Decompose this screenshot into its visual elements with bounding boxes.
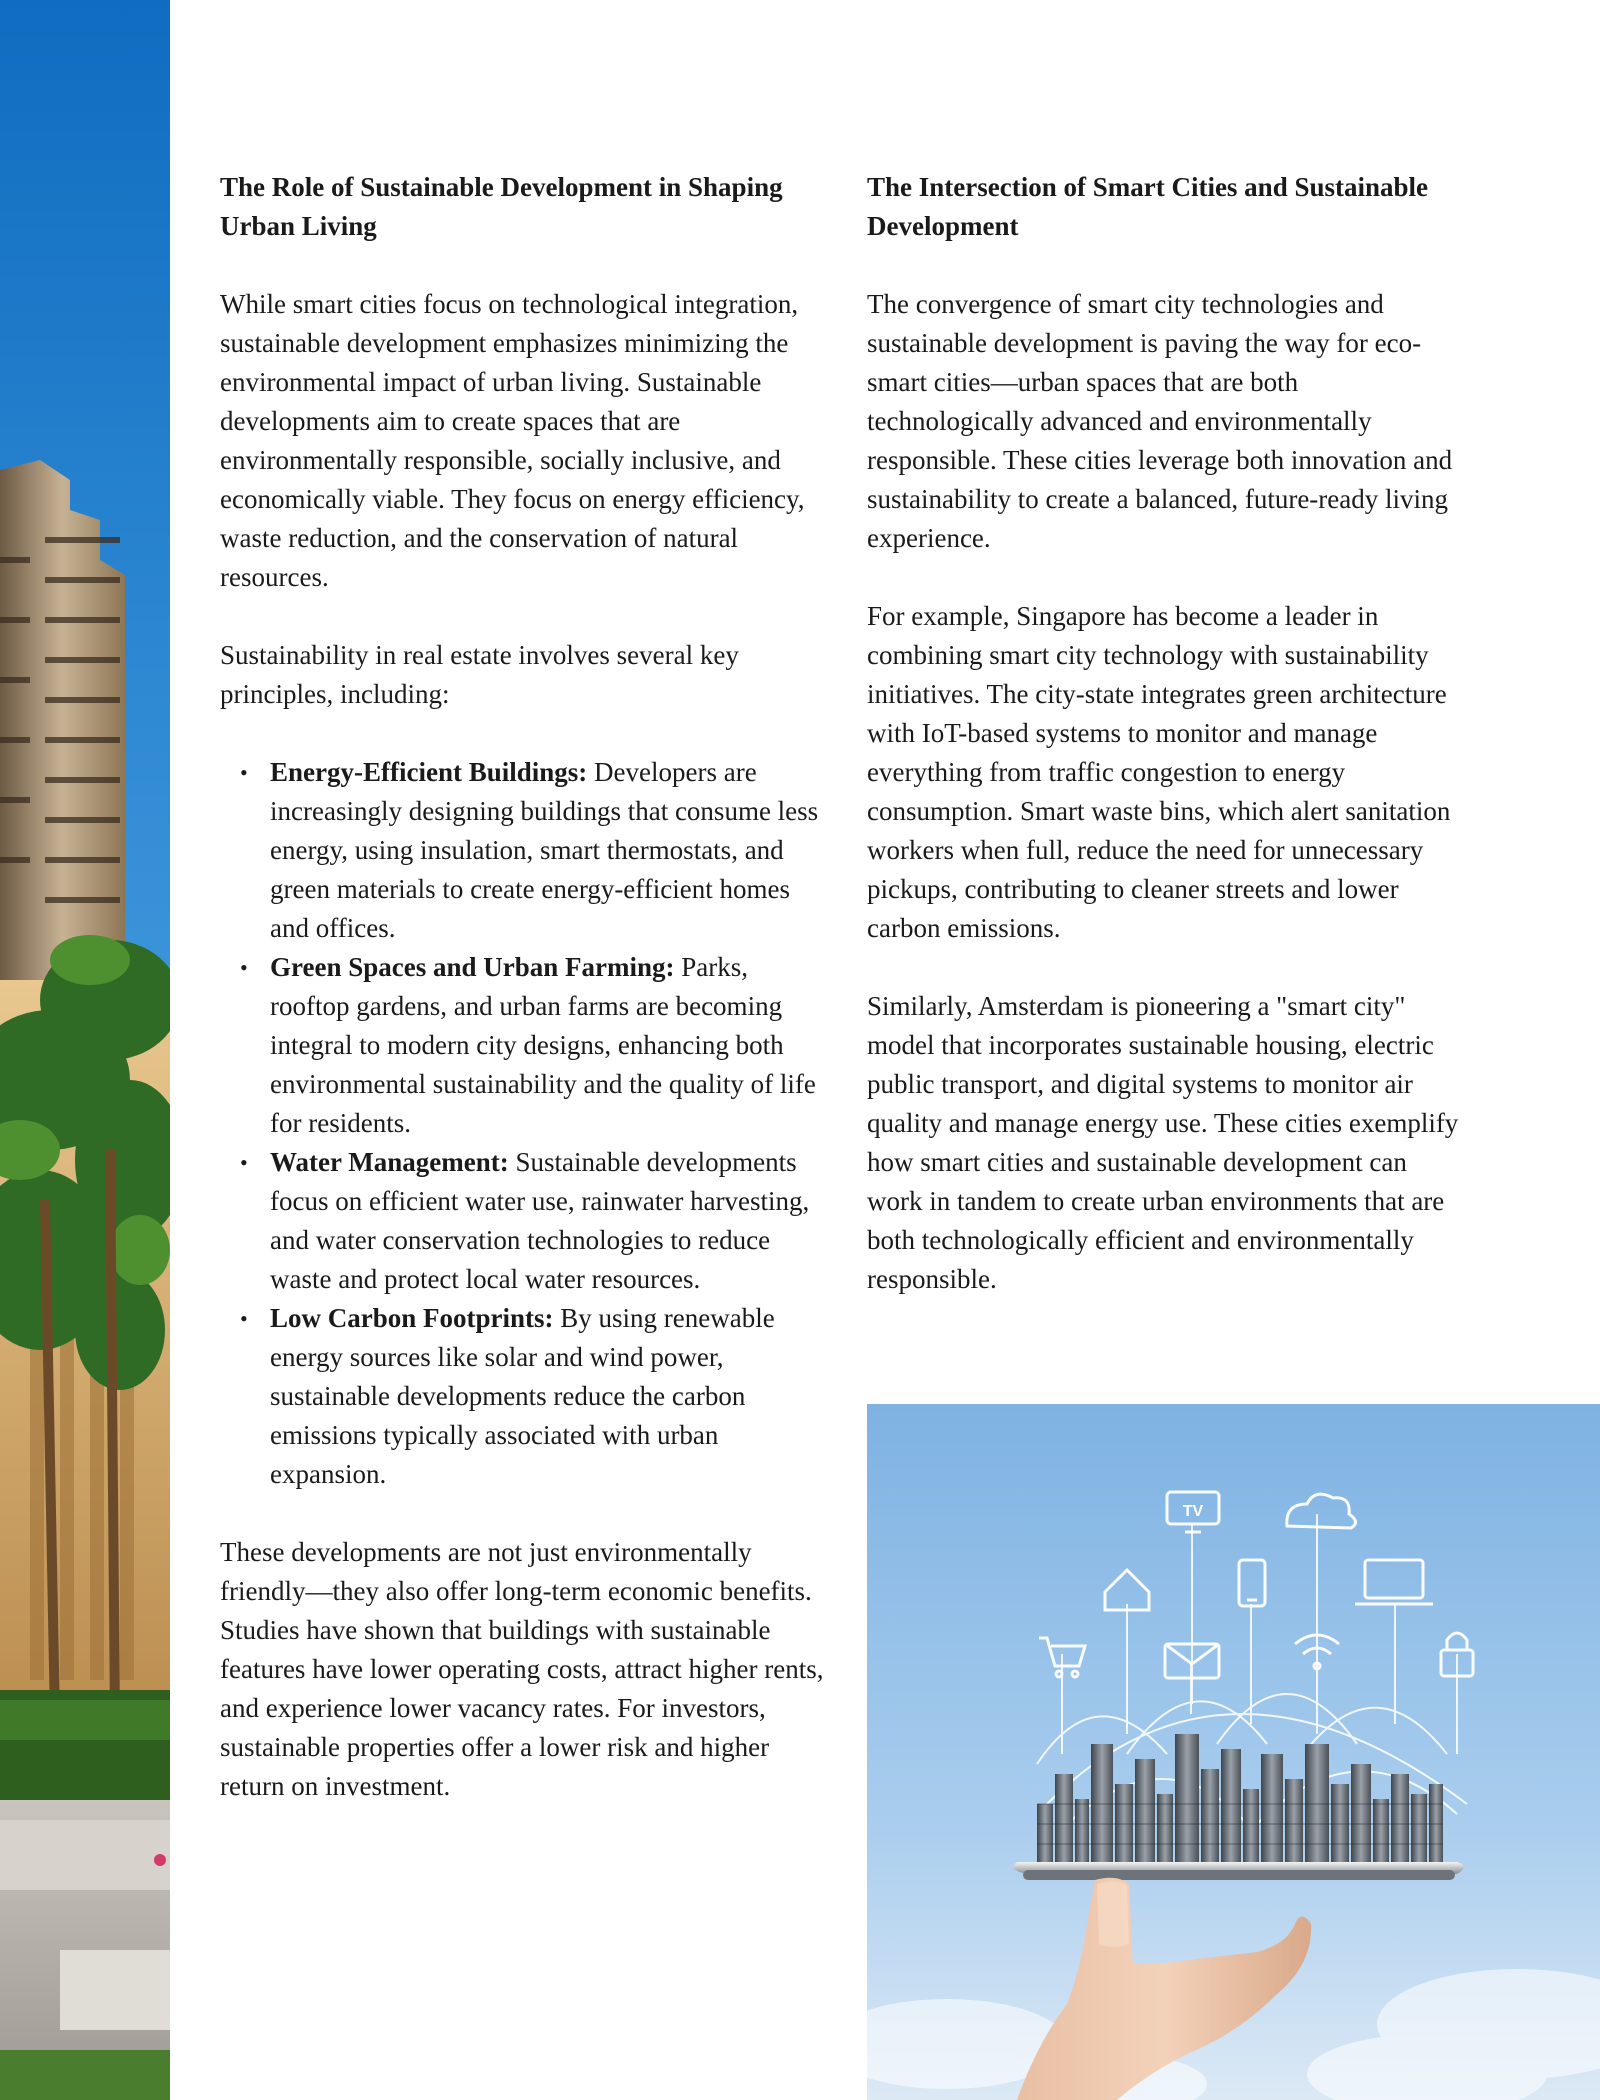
list-item-text: Developers are increasingly designing buildings that consume less energy, using insulation, smart thermostats, and green materials to create energy-efficient homes and offices. [270,757,819,943]
list-item [270,948,830,1143]
list-item-term: Green Spaces and Urban Farming: [270,952,675,982]
list-item [270,753,830,948]
right-article-column [867,168,1467,1338]
smart-city-hand-image [867,1404,1600,2100]
amsterdam-paragraph: Similarly, Amsterdam is pioneering a "smart city" model that incorporates sustainable housing, electric public transport, and digital systems to monitor air quality and manage energy use. These cities exemplify how smart cities and sustainable development can work in tandem to create urban environments that are both technologically efficient and environmentally responsible. [867,991,1459,1294]
closing-paragraph: These developments are not just environmentally friendly—they also offer long-term economic benefits. Studies have shown that buildings with sustainable features have lower operating costs, attract higher rents, and experience lower vacancy rates. For investors, sustainable properties offer a lower risk and higher return on investment. [220,1537,824,1801]
convergence-paragraph: The convergence of smart city technologies and sustainable development is paving the way for eco-smart cities—urban spaces that are both technologically advanced and environmentally responsible. These cities leverage both innovation and sustainability to create a balanced, future-ready living experience. [867,289,1453,553]
list-item [270,1143,830,1299]
principles-lead-in: Sustainability in real estate involves several key principles, including: [220,640,739,709]
list-item-text: By using renewable energy sources like solar and wind power, sustainable developments reduce the carbon emissions typically associated with urban expansion. [270,1303,775,1489]
list-item-text: Parks, rooftop gardens, and urban farms are becoming integral to modern city designs, enhancing both environmental sustainability and the quality of life for residents. [270,952,816,1138]
singapore-paragraph: For example, Singapore has become a leader in combining smart city technology with sustainability initiatives. The city-state integrates green architecture with IoT-based systems to monitor and manage everything from traffic congestion to energy consumption. Smart waste bins, which alert sanitation workers when full, reduce the need for unnecessary pickups, contributing to cleaner streets and lower carbon emissions. [867,601,1451,943]
list-item-term: Water Management: [270,1147,509,1177]
left-article-column [220,168,830,1845]
list-item-text: Sustainable developments focus on efficient water use, rainwater harvesting, and water conservation technologies to reduce waste and protect local water resources. [270,1147,810,1294]
list-item [270,1299,830,1494]
tower-photo-strip [0,0,170,2100]
list-item-term: Low Carbon Footprints: [270,1303,554,1333]
intro-paragraph: While smart cities focus on technological integration, sustainable development emphasizes minimizing the environmental impact of urban living. Sustainable developments aim to create spaces that are environmentally responsible, socially inclusive, and economically viable. They focus on energy efficiency, waste reduction, and the conservation of natural resources. [220,289,805,592]
principles-list [220,753,830,1494]
section-heading-smart-cities: The Intersection of Smart Cities and Sustainable Development [867,172,1429,241]
list-item-term: Energy-Efficient Buildings: [270,757,588,787]
section-heading-sustainable-development: The Role of Sustainable Development in Shaping Urban Living [220,172,783,241]
tv-icon-label: TV [1182,1503,1204,1520]
